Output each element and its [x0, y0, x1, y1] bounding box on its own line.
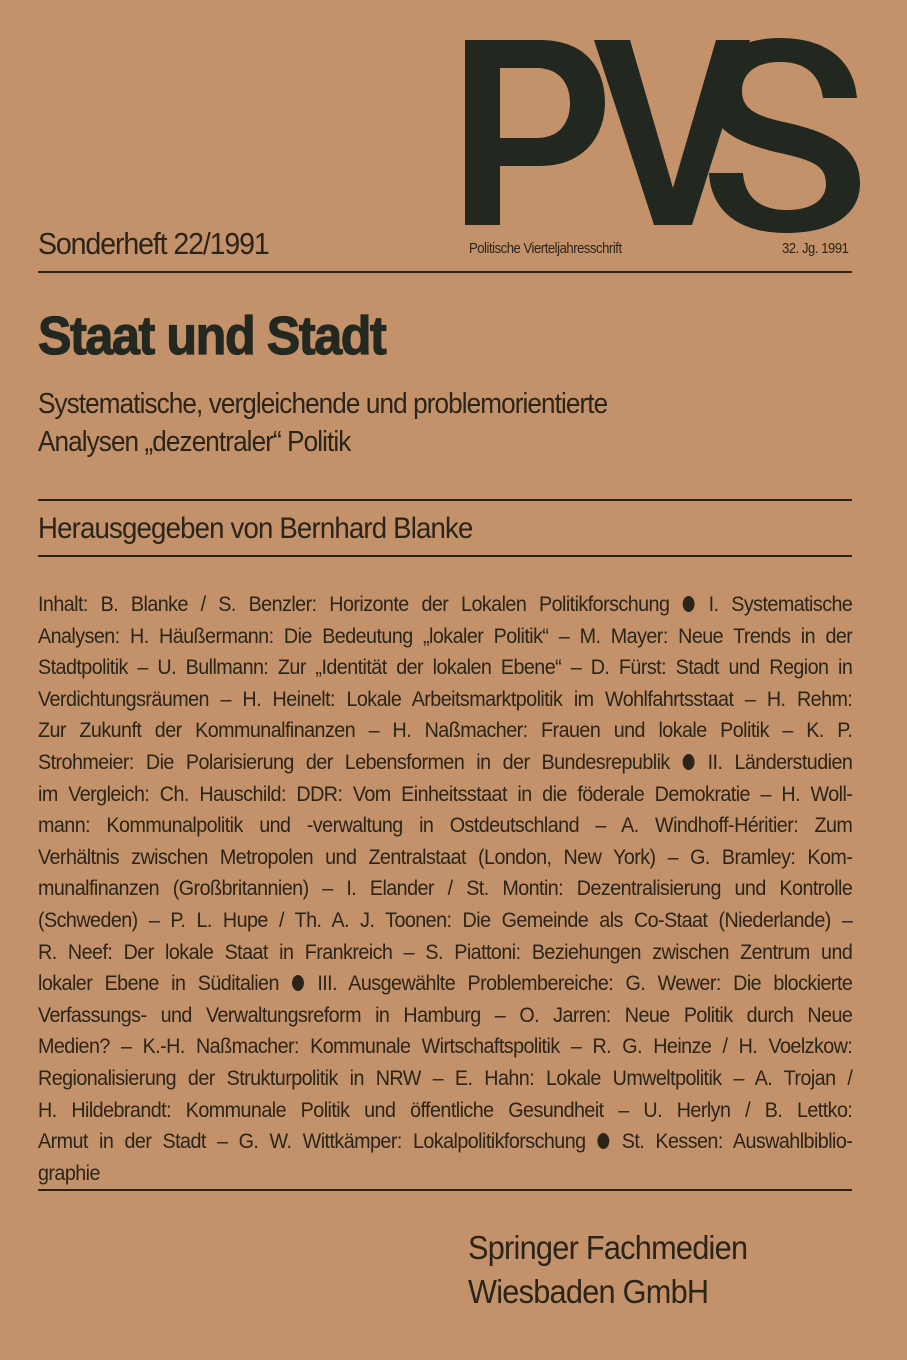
contents-line: Verfassungs- und Verwaltungsreform in Hamburg – O. Jarren: Neue Politik durch Neue [38, 1002, 853, 1027]
publisher-line: Springer Fachmedien [468, 1229, 748, 1266]
book-title: Staat und Stadt [38, 306, 386, 366]
contents-line: im Vergleich: Ch. Hauschild: DDR: Vom Einheitsstaat in die föderale Demokratie – H. Woll- [38, 781, 853, 806]
contents-line: Strohmeier: Die Polarisierung der Lebensformen in der Bundesrepublik II. Länderstudien [38, 749, 853, 774]
special-issue-label: Sonderheft 22/1991 [38, 226, 269, 261]
book-subtitle [38, 385, 607, 461]
publisher [468, 1226, 747, 1314]
bullet-icon [683, 596, 695, 612]
subtitle-line: Systematische, vergleichende und problemorientierte [38, 388, 608, 420]
bullet-icon [292, 975, 304, 991]
bullet-icon [683, 754, 695, 770]
contents-line: Inhalt: B. Blanke / S. Benzler: Horizonte der Lokalen Politikforschung I. Systematische [38, 592, 853, 616]
contents-line: Zur Zukunft der Kommunalfinanzen – H. Naßmacher: Frauen und lokale Politik – K. P. [38, 718, 853, 743]
contents-line: Verhältnis zwischen Metropolen und Zentralstaat (London, New York) – G. Bramley: Kom- [38, 844, 853, 869]
subtitle-line: Analysen „dezentraler“ Politik [38, 426, 351, 458]
divider-editor-bottom [38, 555, 852, 557]
contents-line: lokaler Ebene in Süditalien III. Ausgewählte Problembereiche: G. Wewer: Die blockierte [38, 971, 853, 996]
journal-name: Politische Vierteljahresschrift [469, 241, 622, 257]
bullet-icon [598, 1133, 610, 1149]
divider-bottom [38, 1189, 852, 1191]
contents-line: Armut in der Stadt – G. W. Wittkämper: Lokalpolitikforschung St. Kessen: Auswahlbiblio- [38, 1129, 853, 1154]
divider-editor-top [38, 499, 852, 501]
contents-line: Analysen: H. Häußermann: Die Bedeutung „lokaler Politik“ – M. Mayer: Neue Trends in der [38, 623, 853, 648]
publisher-line: Wiesbaden GmbH [468, 1273, 709, 1310]
contents-line: Regionalisierung der Strukturpolitik in NRW – E. Hahn: Lokale Umweltpolitik – A. Trojan / [38, 1065, 853, 1090]
contents-line: Medien? – K.-H. Naßmacher: Kommunale Wirtschaftspolitik – R. G. Heinze / H. Voelzkow: [38, 1034, 853, 1059]
table-of-contents [38, 589, 852, 1189]
editor-credit: Herausgegeben von Bernhard Blanke [38, 512, 473, 545]
contents-line: graphie [38, 1160, 100, 1185]
contents-line: Stadtpolitik – U. Bullmann: Zur „Identität der lokalen Ebene“ – D. Fürst: Stadt und Region in [38, 655, 853, 680]
contents-line: mann: Kommunalpolitik und -verwaltung in Ostdeutschland – A. Windhoff-Héritier: Zum [38, 813, 853, 838]
pvs-logo [462, 18, 862, 233]
volume-year: 32. Jg. 1991 [782, 241, 849, 257]
contents-line: H. Hildebrandt: Kommunale Politik und öffentliche Gesundheit – U. Herlyn / B. Lettko: [38, 1097, 853, 1122]
divider-top [38, 271, 852, 273]
contents-line: R. Neef: Der lokale Staat in Frankreich – S. Piattoni: Beziehungen zwischen Zentrum und [38, 939, 853, 964]
contents-line: Verdichtungsräumen – H. Heinelt: Lokale Arbeitsmarktpolitik im Wohlfahrtsstaat – H. Rehm: [38, 686, 853, 711]
contents-line: (Schweden) – P. L. Hupe / Th. A. J. Toonen: Die Gemeinde als Co-Staat (Niederlande) – [38, 907, 853, 932]
contents-line: munalfinanzen (Großbritannien) – I. Elander / St. Montin: Dezentralisierung und Kontrolle [38, 876, 853, 901]
